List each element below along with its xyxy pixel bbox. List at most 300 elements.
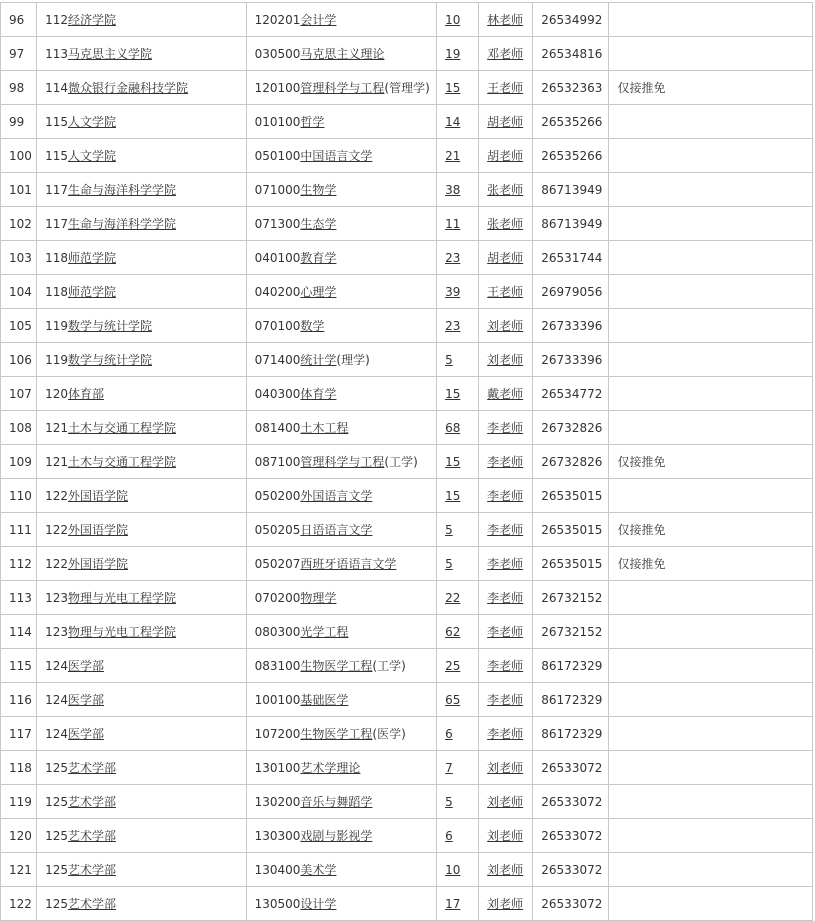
contact-link[interactable]: 刘老师: [487, 829, 524, 843]
note-cell: [609, 479, 813, 513]
quota-link[interactable]: 15: [445, 80, 461, 95]
department-cell: [37, 241, 247, 275]
major-link[interactable]: 物理学: [300, 591, 337, 605]
quota-link[interactable]: 15: [445, 386, 461, 401]
department-cell: [37, 547, 247, 581]
quota-cell: [437, 547, 479, 581]
row-number: 111: [1, 513, 37, 547]
major-link[interactable]: 基础医学: [300, 693, 349, 707]
note-cell: [609, 751, 813, 785]
contact-cell: [479, 445, 533, 479]
department-link[interactable]: 数学与统计学院: [67, 319, 152, 333]
row-number: 120: [1, 819, 37, 853]
quota-cell: [437, 411, 479, 445]
major-code: 130500: [254, 897, 301, 911]
row-number: 105: [1, 309, 37, 343]
contact-cell: [479, 309, 533, 343]
quota-link[interactable]: 5: [445, 794, 453, 809]
department-code: 118: [45, 285, 68, 299]
phone-cell: 26531744: [533, 241, 609, 275]
table-row: [1, 3, 813, 37]
major-code: 080300: [254, 625, 301, 639]
phone-cell: 26732826: [533, 445, 609, 479]
department-link[interactable]: 马克思主义学院: [67, 47, 152, 61]
quota-cell: [437, 819, 479, 853]
department-code: 112: [45, 13, 68, 27]
contact-link[interactable]: 李老师: [487, 591, 524, 605]
table-row: [1, 37, 813, 71]
admissions-table: [0, 2, 813, 921]
row-number: 98: [1, 71, 37, 105]
contact-link[interactable]: 刘老师: [487, 761, 524, 775]
row-number: 121: [1, 853, 37, 887]
quota-cell: [437, 479, 479, 513]
department-code: 114: [45, 81, 68, 95]
department-cell: [37, 513, 247, 547]
quota-link[interactable]: 65: [445, 692, 461, 707]
phone-cell: 26533072: [533, 853, 609, 887]
major-cell: [246, 3, 436, 37]
note-cell: [609, 275, 813, 309]
major-cell: [246, 547, 436, 581]
table-row: [1, 377, 813, 411]
major-code: 120100: [254, 81, 301, 95]
major-cell: [246, 411, 436, 445]
department-code: 120: [45, 387, 68, 401]
table-row: [1, 411, 813, 445]
note-cell: [609, 819, 813, 853]
row-number: 99: [1, 105, 37, 139]
note-cell: 仅接推免: [609, 513, 813, 547]
quota-link[interactable]: 25: [445, 658, 461, 673]
department-link[interactable]: 医学部: [67, 727, 104, 741]
major-cell: [246, 479, 436, 513]
quota-cell: [437, 717, 479, 751]
department-code: 121: [45, 421, 68, 435]
quota-cell: [437, 513, 479, 547]
quota-link[interactable]: 10: [445, 12, 461, 27]
major-cell: [246, 37, 436, 71]
contact-link[interactable]: 李老师: [487, 523, 524, 537]
department-code: 125: [45, 761, 68, 775]
quota-link[interactable]: 5: [445, 352, 453, 367]
major-link[interactable]: 美术学: [300, 863, 337, 877]
major-link[interactable]: 生物学: [300, 183, 337, 197]
contact-cell: [479, 3, 533, 37]
department-link[interactable]: 外国语学院: [67, 489, 128, 503]
quota-link[interactable]: 21: [445, 148, 461, 163]
department-code: 124: [45, 727, 68, 741]
contact-link[interactable]: 李老师: [487, 625, 524, 639]
major-link[interactable]: 心理学: [300, 285, 337, 299]
major-link[interactable]: 戏剧与影视学: [300, 829, 373, 843]
department-link[interactable]: 土木与交通工程学院: [67, 455, 176, 469]
department-link[interactable]: 人文学院: [67, 149, 116, 163]
quota-link[interactable]: 68: [445, 420, 461, 435]
major-link[interactable]: 日语语言文学: [300, 523, 373, 537]
major-category: (理学): [336, 353, 370, 367]
quota-link[interactable]: 10: [445, 862, 461, 877]
quota-link[interactable]: 15: [445, 454, 461, 469]
quota-cell: [437, 751, 479, 785]
department-code: 125: [45, 897, 68, 911]
major-link[interactable]: 艺术学理论: [300, 761, 361, 775]
department-cell: [37, 581, 247, 615]
department-link[interactable]: 艺术学部: [67, 829, 116, 843]
department-link[interactable]: 师范学院: [67, 285, 116, 299]
major-code: 120201: [254, 13, 301, 27]
quota-link[interactable]: 11: [445, 216, 461, 231]
row-number: 112: [1, 547, 37, 581]
major-cell: [246, 139, 436, 173]
phone-cell: 26535266: [533, 139, 609, 173]
department-link[interactable]: 艺术学部: [67, 897, 116, 911]
quota-cell: [437, 377, 479, 411]
contact-link[interactable]: 张老师: [487, 183, 524, 197]
phone-cell: 26732152: [533, 615, 609, 649]
phone-cell: 26733396: [533, 343, 609, 377]
department-code: 125: [45, 795, 68, 809]
department-link[interactable]: 微众银行金融科技学院: [67, 81, 188, 95]
contact-link[interactable]: 刘老师: [487, 795, 524, 809]
department-link[interactable]: 艺术学部: [67, 795, 116, 809]
contact-link[interactable]: 李老师: [487, 489, 524, 503]
note-cell: 仅接推免: [609, 445, 813, 479]
major-code: 071300: [254, 217, 301, 231]
phone-cell: 26535015: [533, 547, 609, 581]
contact-link[interactable]: 李老师: [487, 693, 524, 707]
department-cell: [37, 105, 247, 139]
major-cell: [246, 819, 436, 853]
major-code: 087100: [254, 455, 301, 469]
major-link[interactable]: 音乐与舞蹈学: [300, 795, 373, 809]
contact-cell: [479, 37, 533, 71]
major-link[interactable]: 管理科学与工程: [300, 81, 385, 95]
phone-cell: 86713949: [533, 207, 609, 241]
major-code: 010100: [254, 115, 301, 129]
note-cell: [609, 139, 813, 173]
note-cell: [609, 717, 813, 751]
note-cell: [609, 207, 813, 241]
department-cell: [37, 683, 247, 717]
row-number: 102: [1, 207, 37, 241]
quota-link[interactable]: 5: [445, 556, 453, 571]
note-cell: [609, 581, 813, 615]
contact-cell: [479, 275, 533, 309]
contact-cell: [479, 581, 533, 615]
department-link[interactable]: 外国语学院: [67, 523, 128, 537]
major-link[interactable]: 统计学: [300, 353, 337, 367]
phone-cell: 26733396: [533, 309, 609, 343]
quota-cell: [437, 275, 479, 309]
major-category: (医学): [372, 727, 406, 741]
row-number: 100: [1, 139, 37, 173]
department-cell: [37, 309, 247, 343]
row-number: 108: [1, 411, 37, 445]
major-cell: [246, 377, 436, 411]
major-cell: [246, 581, 436, 615]
major-link[interactable]: 中国语言文学: [300, 149, 373, 163]
department-code: 118: [45, 251, 68, 265]
department-code: 119: [45, 353, 68, 367]
major-cell: [246, 105, 436, 139]
quota-link[interactable]: 5: [445, 522, 453, 537]
department-code: 124: [45, 693, 68, 707]
major-cell: [246, 853, 436, 887]
phone-cell: 26535266: [533, 105, 609, 139]
department-code: 122: [45, 523, 68, 537]
row-number: 106: [1, 343, 37, 377]
row-number: 115: [1, 649, 37, 683]
contact-link[interactable]: 王老师: [487, 81, 524, 95]
major-cell: [246, 683, 436, 717]
department-cell: [37, 479, 247, 513]
quota-link[interactable]: 39: [445, 284, 461, 299]
department-code: 122: [45, 489, 68, 503]
department-cell: [37, 411, 247, 445]
row-number: 122: [1, 887, 37, 921]
contact-link[interactable]: 胡老师: [487, 251, 524, 265]
quota-link[interactable]: 17: [445, 896, 461, 911]
major-code: 050200: [254, 489, 301, 503]
major-cell: [246, 309, 436, 343]
department-code: 113: [45, 47, 68, 61]
major-cell: [246, 649, 436, 683]
row-number: 119: [1, 785, 37, 819]
major-category: (工学): [372, 659, 406, 673]
contact-link[interactable]: 邓老师: [487, 47, 524, 61]
contact-link[interactable]: 张老师: [487, 217, 524, 231]
note-cell: [609, 887, 813, 921]
phone-cell: 86172329: [533, 683, 609, 717]
department-code: 117: [45, 217, 68, 231]
contact-link[interactable]: 李老师: [487, 455, 524, 469]
department-link[interactable]: 医学部: [67, 693, 104, 707]
major-cell: [246, 241, 436, 275]
contact-link[interactable]: 戴老师: [487, 387, 524, 401]
contact-cell: [479, 615, 533, 649]
major-link[interactable]: 生物医学工程: [300, 727, 373, 741]
row-number: 116: [1, 683, 37, 717]
phone-cell: 26732152: [533, 581, 609, 615]
note-cell: 仅接推免: [609, 547, 813, 581]
department-cell: [37, 717, 247, 751]
phone-cell: 86713949: [533, 173, 609, 207]
department-link[interactable]: 医学部: [67, 659, 104, 673]
major-code: 130400: [254, 863, 301, 877]
department-link[interactable]: 师范学院: [67, 251, 116, 265]
quota-link[interactable]: 23: [445, 250, 461, 265]
major-cell: [246, 751, 436, 785]
contact-cell: [479, 173, 533, 207]
major-link[interactable]: 光学工程: [300, 625, 349, 639]
department-cell: [37, 615, 247, 649]
major-link[interactable]: 会计学: [300, 13, 337, 27]
major-code: 083100: [254, 659, 301, 673]
department-link[interactable]: 人文学院: [67, 115, 116, 129]
phone-cell: 86172329: [533, 649, 609, 683]
major-link[interactable]: 生物医学工程: [300, 659, 373, 673]
quota-cell: [437, 3, 479, 37]
department-cell: [37, 275, 247, 309]
note-cell: [609, 683, 813, 717]
table-row: [1, 343, 813, 377]
major-code: 071000: [254, 183, 301, 197]
major-cell: [246, 275, 436, 309]
department-cell: [37, 377, 247, 411]
major-link[interactable]: 马克思主义理论: [300, 47, 385, 61]
major-link[interactable]: 教育学: [300, 251, 337, 265]
row-number: 96: [1, 3, 37, 37]
major-cell: [246, 71, 436, 105]
major-cell: [246, 173, 436, 207]
department-link[interactable]: 数学与统计学院: [67, 353, 152, 367]
department-cell: [37, 173, 247, 207]
note-cell: [609, 785, 813, 819]
table-row: [1, 207, 813, 241]
table-row: [1, 717, 813, 751]
major-code: 130200: [254, 795, 301, 809]
contact-cell: [479, 683, 533, 717]
contact-link[interactable]: 胡老师: [487, 115, 524, 129]
row-number: 110: [1, 479, 37, 513]
contact-cell: [479, 105, 533, 139]
quota-cell: [437, 445, 479, 479]
major-code: 050205: [254, 523, 301, 537]
department-cell: [37, 343, 247, 377]
quota-cell: [437, 615, 479, 649]
department-cell: [37, 445, 247, 479]
department-link[interactable]: 艺术学部: [67, 863, 116, 877]
department-cell: [37, 853, 247, 887]
row-number: 114: [1, 615, 37, 649]
contact-cell: [479, 377, 533, 411]
department-cell: [37, 785, 247, 819]
contact-cell: [479, 241, 533, 275]
table-row: [1, 479, 813, 513]
quota-link[interactable]: 14: [445, 114, 461, 129]
contact-link[interactable]: 李老师: [487, 659, 524, 673]
major-category: (管理学): [384, 81, 430, 95]
department-link[interactable]: 生命与海洋科学学院: [67, 183, 176, 197]
department-cell: [37, 3, 247, 37]
phone-cell: 26533072: [533, 751, 609, 785]
contact-link[interactable]: 王老师: [487, 285, 524, 299]
major-link[interactable]: 土木工程: [300, 421, 349, 435]
department-code: 125: [45, 829, 68, 843]
major-cell: [246, 717, 436, 751]
department-link[interactable]: 经济学院: [67, 13, 116, 27]
quota-link[interactable]: 6: [445, 726, 453, 741]
contact-link[interactable]: 李老师: [487, 557, 524, 571]
note-cell: [609, 37, 813, 71]
department-link[interactable]: 艺术学部: [67, 761, 116, 775]
table-row: [1, 173, 813, 207]
department-link[interactable]: 物理与光电工程学院: [67, 625, 176, 639]
major-cell: [246, 615, 436, 649]
contact-link[interactable]: 李老师: [487, 421, 524, 435]
row-number: 113: [1, 581, 37, 615]
department-link[interactable]: 土木与交通工程学院: [67, 421, 176, 435]
department-code: 125: [45, 863, 68, 877]
major-code: 050100: [254, 149, 301, 163]
note-cell: 仅接推免: [609, 71, 813, 105]
quota-link[interactable]: 15: [445, 488, 461, 503]
quota-link[interactable]: 6: [445, 828, 453, 843]
major-link[interactable]: 设计学: [300, 897, 337, 911]
contact-cell: [479, 887, 533, 921]
contact-link[interactable]: 刘老师: [487, 319, 524, 333]
major-link[interactable]: 生态学: [300, 217, 337, 231]
contact-link[interactable]: 刘老师: [487, 897, 524, 911]
major-link[interactable]: 外国语言文学: [300, 489, 373, 503]
phone-cell: 26533072: [533, 785, 609, 819]
quota-link[interactable]: 62: [445, 624, 461, 639]
major-code: 070200: [254, 591, 301, 605]
department-link[interactable]: 体育部: [67, 387, 104, 401]
department-link[interactable]: 外国语学院: [67, 557, 128, 571]
quota-cell: [437, 71, 479, 105]
contact-link[interactable]: 胡老师: [487, 149, 524, 163]
quota-link[interactable]: 23: [445, 318, 461, 333]
contact-link[interactable]: 刘老师: [487, 863, 524, 877]
phone-cell: 26535015: [533, 479, 609, 513]
contact-link[interactable]: 林老师: [487, 13, 524, 27]
major-link[interactable]: 西班牙语语言文学: [300, 557, 397, 571]
note-cell: [609, 173, 813, 207]
table-row: [1, 275, 813, 309]
department-link[interactable]: 物理与光电工程学院: [67, 591, 176, 605]
quota-cell: [437, 581, 479, 615]
major-link[interactable]: 管理科学与工程: [300, 455, 385, 469]
quota-cell: [437, 683, 479, 717]
department-code: 115: [45, 149, 68, 163]
major-cell: [246, 207, 436, 241]
contact-link[interactable]: 李老师: [487, 727, 524, 741]
department-code: 121: [45, 455, 68, 469]
major-link[interactable]: 数学: [300, 319, 325, 333]
quota-cell: [437, 173, 479, 207]
row-number: 97: [1, 37, 37, 71]
table-row: [1, 445, 813, 479]
phone-cell: 26534816: [533, 37, 609, 71]
quota-cell: [437, 343, 479, 377]
table-row: [1, 139, 813, 173]
table-row: [1, 581, 813, 615]
department-cell: [37, 37, 247, 71]
quota-link[interactable]: 19: [445, 46, 461, 61]
contact-cell: [479, 71, 533, 105]
quota-link[interactable]: 22: [445, 590, 461, 605]
major-cell: [246, 887, 436, 921]
table-row: [1, 683, 813, 717]
phone-cell: 86172329: [533, 717, 609, 751]
table-body: [1, 3, 813, 921]
department-cell: [37, 71, 247, 105]
quota-link[interactable]: 7: [445, 760, 453, 775]
major-link[interactable]: 哲学: [300, 115, 325, 129]
contact-cell: [479, 717, 533, 751]
major-code: 081400: [254, 421, 301, 435]
quota-cell: [437, 105, 479, 139]
quota-link[interactable]: 38: [445, 182, 461, 197]
contact-link[interactable]: 刘老师: [487, 353, 524, 367]
quota-cell: [437, 207, 479, 241]
major-link[interactable]: 体育学: [300, 387, 337, 401]
contact-cell: [479, 139, 533, 173]
department-link[interactable]: 生命与海洋科学学院: [67, 217, 176, 231]
table-row: [1, 887, 813, 921]
